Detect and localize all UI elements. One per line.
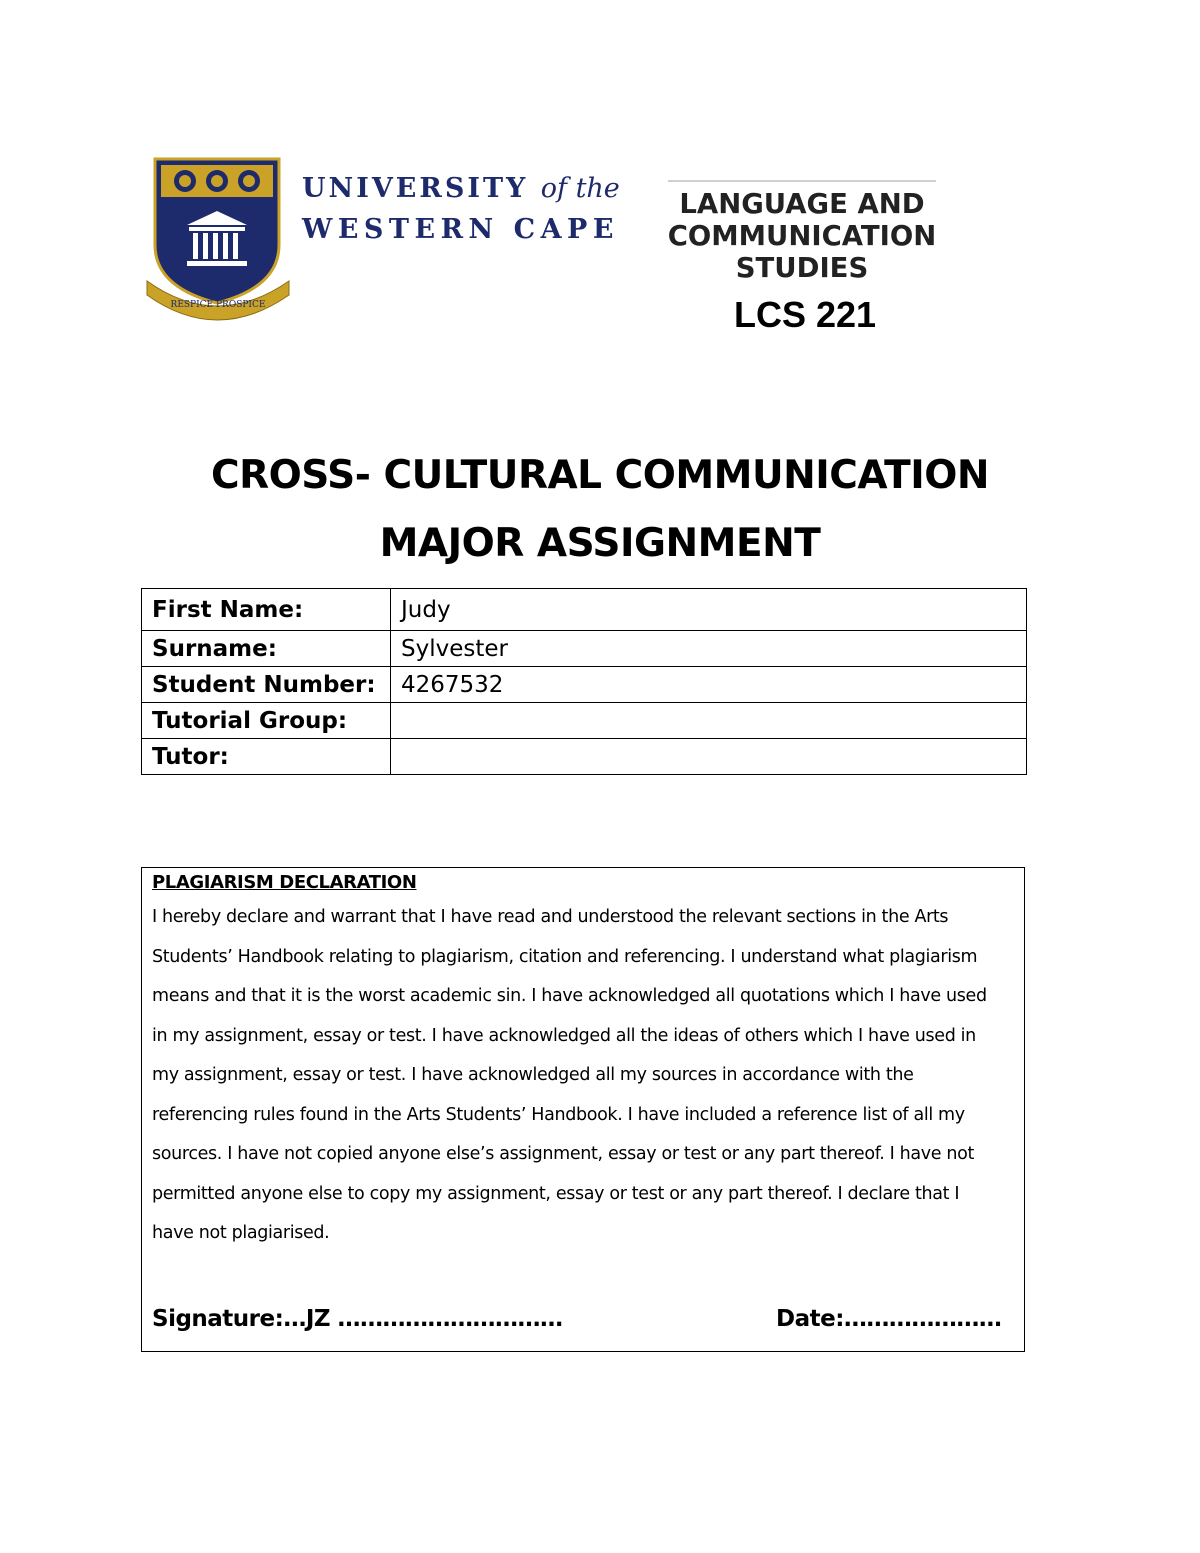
field-label: Surname: (142, 631, 391, 667)
field-value: Judy (391, 589, 1027, 631)
table-row (142, 667, 1027, 703)
title-line1: CROSS- CULTURAL COMMUNICATION (211, 453, 989, 498)
course-code: LCS 221 (733, 294, 877, 335)
department-line: LANGUAGE AND (679, 188, 925, 220)
declaration-line: I hereby declare and warrant that I have read and understood the relevant sections in the Arts (152, 907, 949, 927)
declaration-line: permitted anyone else to copy my assignment, essay or test or any part thereof. I declare that I (152, 1183, 960, 1204)
field-label: First Name: (142, 589, 391, 631)
declaration-line: my assignment, essay or test. I have acknowledged all my sources in accordance with the (152, 1065, 914, 1085)
document-title (100, 442, 1100, 578)
declaration-line: sources. I have not copied anyone else’s assignment, essay or test or any part thereof. I have not (152, 1144, 975, 1164)
department-line: STUDIES (735, 252, 869, 284)
field-label: Tutorial Group: (142, 703, 391, 739)
university-crest-logo (143, 155, 293, 325)
table-row (142, 739, 1027, 775)
declaration-line: means and that it is the worst academic sin. I have acknowledged all quotations which I have used (152, 986, 987, 1006)
title-line2: MAJOR ASSIGNMENT (379, 521, 821, 566)
university-name-ofthe: of the (540, 173, 620, 204)
field-value: 4267532 (391, 667, 1027, 703)
plagiarism-declaration-box (141, 867, 1025, 1352)
university-name-line2: WESTERN CAPE (302, 214, 619, 245)
department-line: COMMUNICATION (667, 220, 937, 252)
field-label: Tutor: (142, 739, 391, 775)
svg-text:RESPICE PROSPICE: RESPICE PROSPICE (170, 300, 266, 310)
field-label: Student Number: (142, 667, 391, 703)
field-value: Sylvester (391, 631, 1027, 667)
university-wordmark (302, 172, 620, 254)
table-row (142, 589, 1027, 631)
student-info-table (141, 588, 1027, 775)
university-name-line1: UNIVERSITY (302, 173, 529, 204)
declaration-line: Students’ Handbook relating to plagiarism, citation and referencing. I understand what plagiarism (152, 946, 978, 967)
declaration-line: in my assignment, essay or test. I have acknowledged all the ideas of others which I have used in (152, 1025, 976, 1046)
declaration-text (152, 898, 1022, 1254)
department-logo (660, 188, 944, 284)
field-value (391, 703, 1027, 739)
declaration-line: have not plagiarised. (152, 1223, 330, 1243)
declaration-heading: PLAGIARISM DECLARATION (152, 872, 417, 893)
declaration-line: referencing rules found in the Arts Students’ Handbook. I have included a reference list of all my (152, 1104, 965, 1125)
table-row (142, 703, 1027, 739)
date-line: Date:………………… (776, 1306, 1002, 1332)
department-rule (668, 180, 936, 182)
field-value (391, 739, 1027, 775)
signature-line: Signature:…JZ ………………………… (152, 1306, 563, 1332)
table-row (142, 631, 1027, 667)
